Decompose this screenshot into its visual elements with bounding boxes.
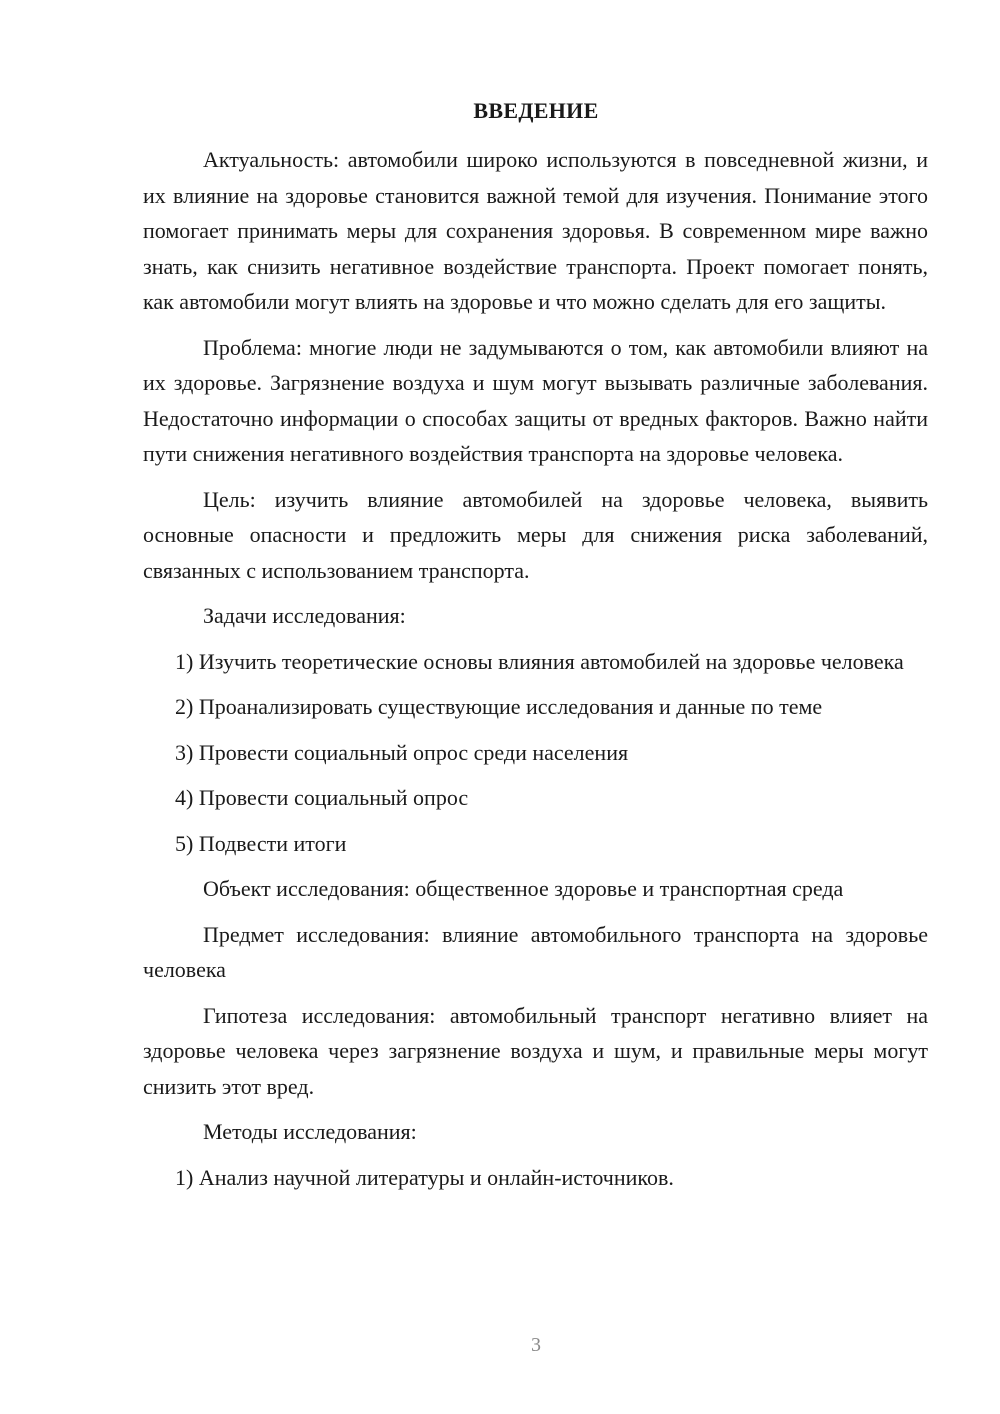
paragraph-tasks-heading: Задачи исследования: bbox=[203, 603, 406, 628]
task-item: 3) Провести социальный опрос среди населения bbox=[175, 739, 629, 765]
paragraph-relevance: Актуальность: автомобили широко используются в повседневной жизни, и их влияние на здоровье становится важной темой для изучения. Понимание этого помогает принимать меры для сохранения здоровья. В современном мире важно знать, как снизить негативное воздействие транспорта. Проект помогает понять, как автомобили могут влиять на здоровье и что можно сделать для его защиты. bbox=[143, 147, 928, 314]
section-title: ВВЕДЕНИЕ bbox=[473, 98, 599, 123]
method-item: 1) Анализ научной литературы и онлайн-источников. bbox=[175, 1164, 674, 1190]
task-item: 5) Подвести итоги bbox=[175, 830, 347, 856]
paragraph-goal: Цель: изучить влияние автомобилей на здоровье человека, выявить основные опасности и предложить меры для снижения риска заболеваний, связанных с использованием транспорта. bbox=[143, 486, 928, 583]
task-item: 4) Провести социальный опрос bbox=[175, 785, 469, 810]
task-item: 1) Изучить теоретические основы влияния автомобилей на здоровье человека bbox=[175, 648, 904, 674]
paragraph-methods-heading: Методы исследования: bbox=[203, 1119, 417, 1144]
paragraph-hypothesis: Гипотеза исследования: автомобильный транспорт негативно влияет на здоровье человека через загрязнение воздуха и шум, и правильные меры могут снизить этот вред. bbox=[143, 1002, 928, 1099]
document-body bbox=[143, 142, 928, 1205]
paragraph-problem: Проблема: многие люди не задумываются о том, как автомобили влияют на их здоровье. Загрязнение воздуха и шум могут вызывать различные заболевания. Недостаточно информации о способах защиты от вредных факторов. Важно найти пути снижения негативного воздействия транспорта на здоровье человека. bbox=[143, 334, 928, 466]
paragraph-subject: Предмет исследования: влияние автомобильного транспорта на здоровье человека bbox=[143, 921, 928, 982]
page-number: 3 bbox=[531, 1334, 541, 1356]
task-item: 2) Проанализировать существующие исследования и данные по теме bbox=[175, 694, 823, 719]
paragraph-object: Объект исследования: общественное здоровье и транспортная среда bbox=[203, 876, 844, 901]
